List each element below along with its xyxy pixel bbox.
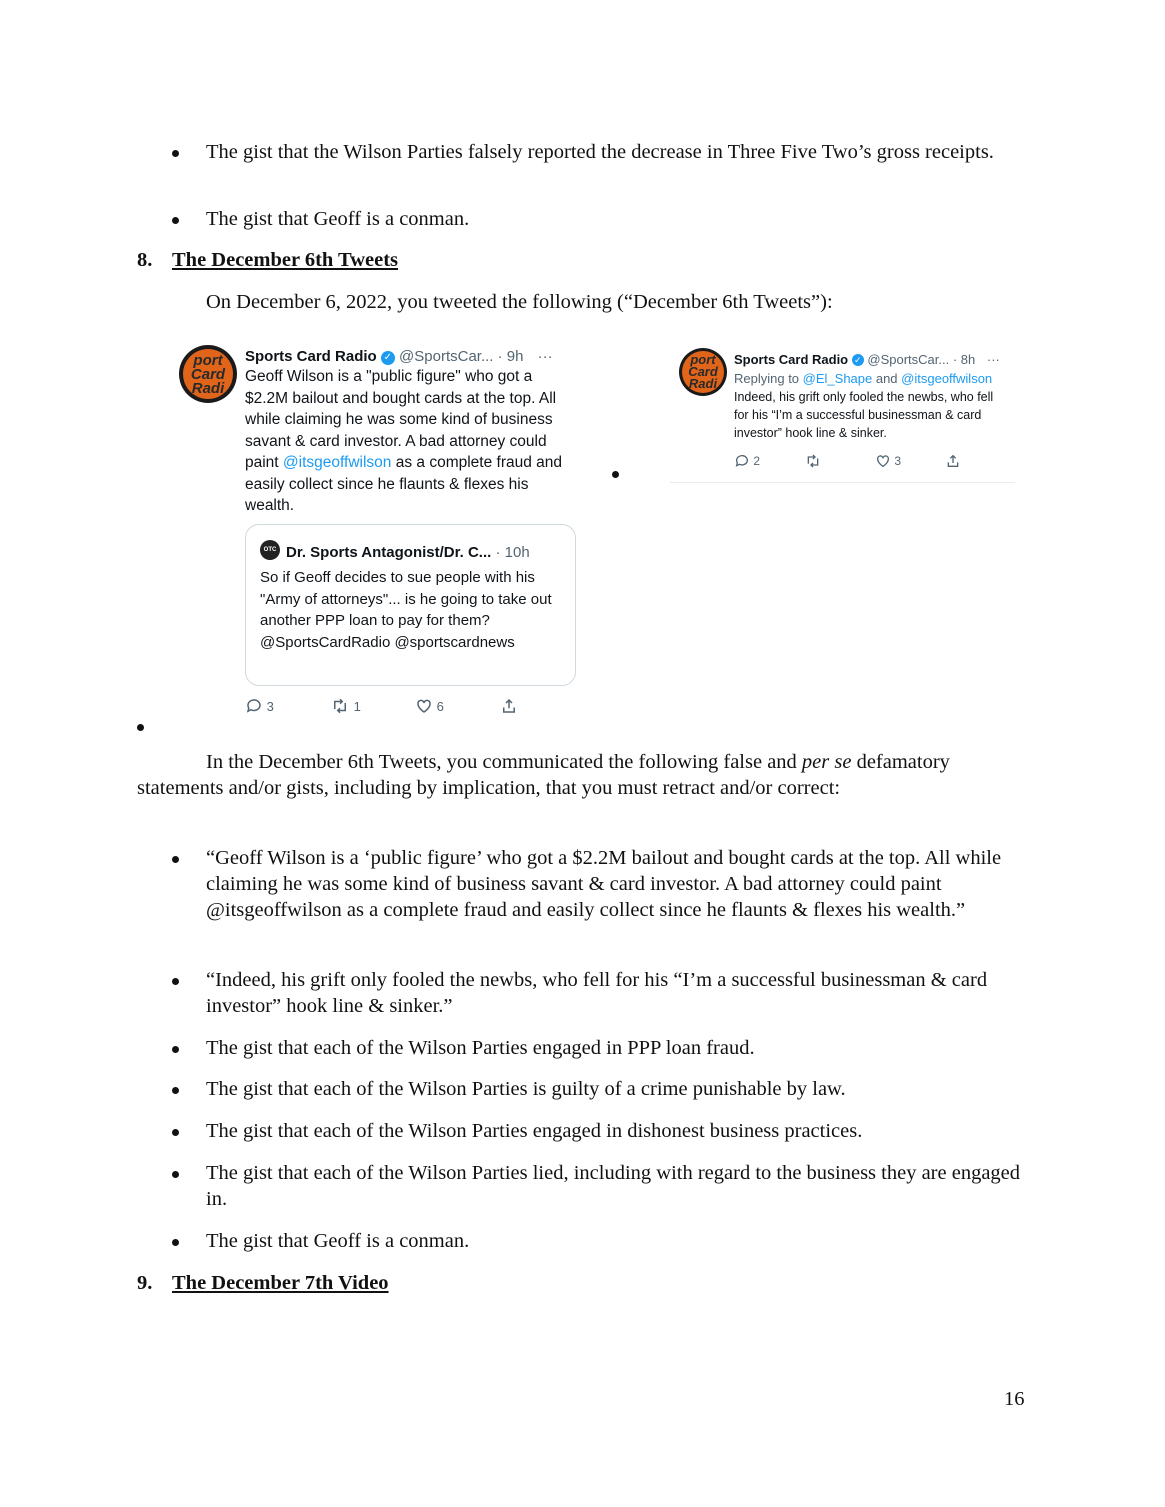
tweet-body: Geoff Wilson is a "public figure" who got a $2.2M bailout and bought cards at the top. All while claiming he was some kind of business savant & card investor. A bad attorney could paint @itsgeoffwilson as a complete fraud and easily collect since he flaunts & flexes his wealth. (245, 368, 563, 514)
tweet-body: Indeed, his grift only fooled the newbs, who fell for his “I’m a successful businessman & card investor” hook line & sinker. (734, 390, 994, 440)
reply-count: 3 (266, 699, 274, 714)
list-item-text: The gist that Geoff is a conman. (206, 208, 470, 230)
more-icon: ··· (537, 348, 553, 365)
author-name: Sports Card Radio (245, 348, 377, 365)
list-item-text: “Indeed, his grift only fooled the newbs, who fell for his “I’m a successful businessman & card investor” hook line & sinker.” (206, 969, 988, 1017)
reply-count: 2 (753, 454, 761, 468)
author-handle: @SportsCar... (399, 348, 494, 365)
section-title: The December 6th Tweets (172, 249, 399, 271)
bullet-dot (172, 1171, 179, 1178)
tweet-time: · 8h (952, 352, 976, 367)
tweet-screenshot (170, 336, 590, 716)
section-title: The December 7th Video (172, 1272, 389, 1294)
bullet-dot (172, 1239, 179, 1246)
bullet-dot (172, 978, 179, 985)
retweet-icon (804, 453, 822, 469)
reply-icon (734, 453, 750, 469)
section-intro: On December 6, 2022, you tweeted the following (“December 6th Tweets”): (206, 291, 833, 313)
reply-action (245, 694, 274, 720)
share-icon (945, 453, 961, 469)
author-handle: @SportsCar... (867, 352, 950, 367)
list-item-text: The gist that each of the Wilson Parties engaged in dishonest business practices. (206, 1120, 863, 1142)
list-item-text: The gist that each of the Wilson Parties lied, including with regard to the business they are engaged in. (206, 1162, 1021, 1210)
reply-action (734, 448, 760, 474)
retweet-action (804, 448, 822, 474)
replying-to: Replying to @El_Shape and @itsgeoffwilson (734, 371, 993, 386)
avatar: port Card Radi (179, 345, 237, 403)
verified-badge-icon: ✓ (381, 351, 395, 365)
verified-badge-icon: ✓ (852, 354, 864, 366)
bullet-dot (612, 471, 619, 478)
bullet-dot (172, 1129, 179, 1136)
list-item-text: The gist that the Wilson Parties falsely reported the decrease in Three Five Two’s gross receipts. (206, 141, 994, 163)
reply-icon (245, 697, 263, 715)
mention-link: @itsgeoffwilson (282, 454, 392, 471)
share-action (945, 448, 961, 474)
bullet-dot (172, 150, 179, 157)
like-count: 6 (436, 699, 444, 714)
quote-body: So if Geoff decides to sue people with his "Army of attorneys"... is he going to take out another PPP loan to pay for them? @SportsCardRadio @sportscardnews (260, 569, 552, 651)
heart-icon (875, 453, 891, 469)
tweet-screenshot (670, 336, 1015, 483)
quote-time: · 10h (495, 544, 530, 561)
bullet-dot (172, 1087, 179, 1094)
list-item-text: The gist that Geoff is a conman. (206, 1230, 470, 1252)
more-icon: ··· (986, 352, 1000, 367)
section-number: 8. (137, 249, 153, 271)
retweet-action (330, 694, 361, 720)
bullet-dot (137, 724, 144, 731)
quote-header (286, 540, 530, 566)
section-number: 9. (137, 1272, 153, 1294)
like-action (415, 694, 444, 720)
share-icon (500, 697, 518, 715)
heart-icon (415, 697, 433, 715)
author-name: Sports Card Radio (734, 352, 849, 367)
avatar: port Card Radi (679, 348, 727, 396)
retweet-icon (330, 697, 350, 715)
quote-avatar: OTC (260, 540, 280, 560)
quoted-tweet (245, 524, 576, 686)
bullet-dot (172, 217, 179, 224)
page-number: 16 (1004, 1388, 1025, 1410)
like-action (875, 448, 901, 474)
quote-author-name: Dr. Sports Antagonist/Dr. C... (286, 544, 492, 561)
bullet-dot (172, 1046, 179, 1053)
tweet-time: · 9h (497, 348, 524, 365)
bullet-dot (172, 856, 179, 863)
list-item-text: The gist that each of the Wilson Parties is guilty of a crime punishable by law. (206, 1078, 846, 1100)
list-item-text: “Geoff Wilson is a ‘public figure’ who got a $2.2M bailout and bought cards at the top. All while claiming he was some kind of business savant & card investor. A bad attorney could paint @itsgeoffwilson as a complete fraud and easily collect since he flaunts & flexes his wealth.” (206, 847, 1002, 921)
list-item-text: The gist that each of the Wilson Parties engaged in PPP loan fraud. (206, 1037, 755, 1059)
retweet-count: 1 (353, 699, 361, 714)
mention-link: @El_Shape (802, 371, 873, 386)
mention-link: @itsgeoffwilson (901, 371, 993, 386)
share-action (500, 694, 518, 720)
statements-intro: In the December 6th Tweets, you communicated the following false and per se defamatory statements and/or gists, including by implication, that you must retract and/or correct: (137, 751, 950, 799)
like-count: 3 (894, 454, 902, 468)
